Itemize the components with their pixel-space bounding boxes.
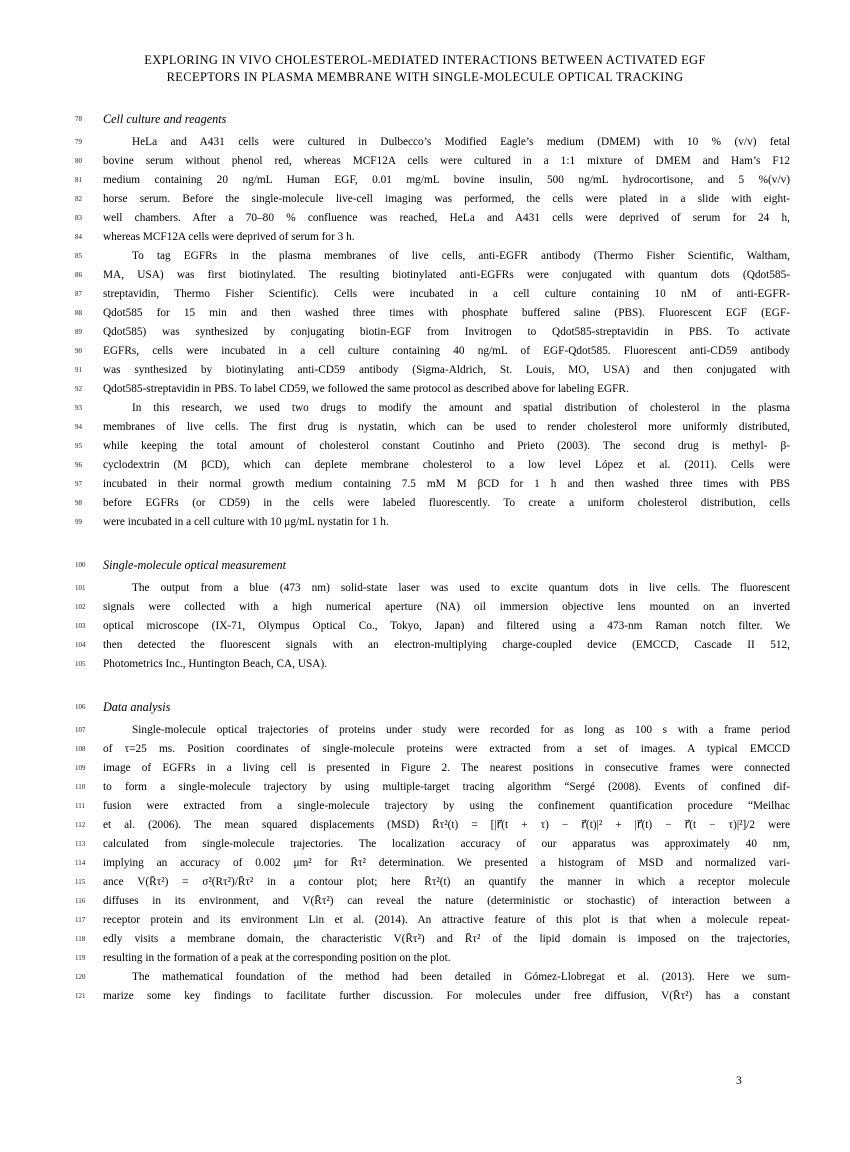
line-number: 101 xyxy=(75,584,86,592)
text-line xyxy=(75,209,790,228)
line-number: 89 xyxy=(75,328,82,336)
text-line xyxy=(75,598,790,617)
text-line xyxy=(75,247,790,266)
line-text: incubated in their normal growth medium containing 7.5 mM M βCD for 1 h and then washed three times with PBS xyxy=(103,478,790,490)
text-line xyxy=(75,285,790,304)
line-text: membranes of live cells. The first drug is nystatin, which can be used to render cholesterol more uniformly distributed, xyxy=(103,421,790,433)
line-number: 115 xyxy=(75,878,86,886)
line-text: before EGFRs (or CD59) in the cells were labeled fluorescently. To create a uniform cholesterol distribution, cells xyxy=(103,497,790,509)
line-text: well chambers. After a 70–80 % confluence was reached, HeLa and A431 cells were deprived of serum for 24 h, xyxy=(103,212,790,224)
line-number: 105 xyxy=(75,660,86,668)
text-line xyxy=(75,513,790,532)
line-number: 109 xyxy=(75,764,86,772)
line-number: 116 xyxy=(75,897,86,905)
line-number: 113 xyxy=(75,840,86,848)
section-heading xyxy=(75,556,790,575)
line-text: were incubated in a cell culture with 10 μg/mL nystatin for 1 h. xyxy=(103,516,389,528)
line-text: The output from a blue (473 nm) solid-state laser was used to excite quantum dots in live cells. The fluorescent xyxy=(132,582,790,594)
line-number: 93 xyxy=(75,404,82,412)
line-text: Data analysis xyxy=(103,700,171,714)
text-line xyxy=(75,323,790,342)
section-heading xyxy=(75,698,790,717)
line-text: Single-molecule optical measurement xyxy=(103,558,286,572)
text-line xyxy=(75,380,790,399)
line-text: diffuses in its environment, and V(R̄τ²) can reveal the nature (deterministic or stochastic) of interaction between a xyxy=(103,895,790,907)
text-line xyxy=(75,797,790,816)
line-number: 95 xyxy=(75,442,82,450)
line-number: 80 xyxy=(75,157,82,165)
line-text: medium containing 20 ng/mL Human EGF, 0.01 mg/mL bovine insulin, 500 ng/mL hydrocortisone, and 5 %(v/v) xyxy=(103,174,790,186)
text-line xyxy=(75,873,790,892)
line-text: signals were collected with a high numerical aperture (NA) oil immersion objective lens mounted on an inverted xyxy=(103,601,790,613)
line-text: bovine serum without phenol red, whereas MCF12A cells were cultured in a 1:1 mixture of DMEM and Ham’s F12 xyxy=(103,155,790,167)
text-line xyxy=(75,494,790,513)
line-number: 118 xyxy=(75,935,86,943)
line-number: 114 xyxy=(75,859,86,867)
line-number: 108 xyxy=(75,745,86,753)
line-number: 117 xyxy=(75,916,86,924)
text-line xyxy=(75,190,790,209)
text-line xyxy=(75,987,790,1006)
line-text: HeLa and A431 cells were cultured in Dulbecco’s Modified Eagle’s medium (DMEM) with 10 % (v/v) fetal xyxy=(132,136,790,148)
text-line xyxy=(75,133,790,152)
document-page xyxy=(0,52,850,1152)
text-line xyxy=(75,968,790,987)
line-text: Qdot585 for 15 min and then washed three times with phosphate buffered saline (PBS). Fluorescent EGF (EGF- xyxy=(103,307,790,319)
line-number: 120 xyxy=(75,973,86,981)
text-line xyxy=(75,266,790,285)
page-number: 3 xyxy=(736,1075,742,1087)
line-text: Qdot585-streptavidin in PBS. To label CD59, we followed the same protocol as described above for labeling EGFR. xyxy=(103,383,629,395)
line-number: 102 xyxy=(75,603,86,611)
line-text: calculated from single-molecule trajectories. The localization accuracy of our apparatus was approximately 40 nm, xyxy=(103,838,790,850)
line-text: ance V(R̄τ²) = σ²(Rτ²)/R̄τ² in a contour plot; here R̄τ²(t) an quantify the manner in which a receptor molecule xyxy=(103,876,790,888)
line-number: 103 xyxy=(75,622,86,630)
line-text: Qdot585) was synthesized by conjugating biotin-EGF from Invitrogen to Qdot585-streptavidin in PBS. To activate xyxy=(103,326,790,338)
line-text: cyclodextrin (M βCD), which can deplete membrane cholesterol to a low level López et al. (2011). Cells were xyxy=(103,459,790,471)
line-number: 110 xyxy=(75,783,86,791)
line-text: of τ=25 ms. Position coordinates of single-molecule proteins were extracted from a set of images. A typical EMCCD xyxy=(103,743,790,755)
section-heading xyxy=(75,110,790,129)
line-text: marize some key findings to facilitate further discussion. For molecules under free diffusion, V(R̄τ²) has a constant xyxy=(103,990,790,1002)
line-number: 107 xyxy=(75,726,86,734)
text-line xyxy=(75,475,790,494)
line-text: whereas MCF12A cells were deprived of serum for 3 h. xyxy=(103,231,355,243)
line-number: 111 xyxy=(75,802,85,810)
line-text: streptavidin, Thermo Fisher Scientific). Cells were incubated in a cell culture containing 10 nM of anti-EGFR- xyxy=(103,288,790,300)
text-line xyxy=(75,949,790,968)
line-number: 87 xyxy=(75,290,82,298)
text-line xyxy=(75,835,790,854)
line-number: 86 xyxy=(75,271,82,279)
line-number: 92 xyxy=(75,385,82,393)
line-text: resulting in the formation of a peak at the corresponding position on the plot. xyxy=(103,952,451,964)
line-text: The mathematical foundation of the method had been detailed in Gómez-Llobregat et al. (2013). Here we sum- xyxy=(132,971,790,983)
text-line xyxy=(75,617,790,636)
text-line xyxy=(75,361,790,380)
line-text: to form a single-molecule trajectory by using multiple-target tracing algorithm “Sergé (2008). Events of confined dif- xyxy=(103,781,790,793)
paper-title xyxy=(80,52,770,86)
line-text: horse serum. Before the single-molecule live-cell imaging was performed, the cells were plated in a slide with eight- xyxy=(103,193,790,205)
line-text: et al. (2006). The mean squared displacements (MSD) R̄τ²(t) = [|r⃗(t + τ) − r⃗(t)|² + |r⃗(t) − r⃗(t − τ)|²]/2 were xyxy=(103,819,790,831)
line-number: 78 xyxy=(75,115,82,123)
page-body xyxy=(75,110,790,1006)
line-number: 81 xyxy=(75,176,82,184)
line-number: 98 xyxy=(75,499,82,507)
text-line xyxy=(75,778,790,797)
line-number: 99 xyxy=(75,518,82,526)
text-line xyxy=(75,892,790,911)
text-line xyxy=(75,418,790,437)
line-number: 88 xyxy=(75,309,82,317)
paper-title-line-2: RECEPTORS IN PLASMA MEMBRANE WITH SINGLE-MOLECULE OPTICAL TRACKING xyxy=(166,70,684,84)
text-line xyxy=(75,854,790,873)
line-number: 83 xyxy=(75,214,82,222)
line-text: was synthesized by biotinylating anti-CD59 antibody (Sigma-Aldrich, St. Louis, MO, USA) and then conjugated with xyxy=(103,364,790,376)
line-number: 82 xyxy=(75,195,82,203)
line-text: then detected the fluorescent signals with an electron-multiplying charge-coupled device (EMCCD, Cascade II 512, xyxy=(103,639,790,651)
text-line xyxy=(75,740,790,759)
line-text: fusion were extracted from a single-molecule trajectory by using the confinement quantification procedure “Meilhac xyxy=(103,800,790,812)
line-number: 106 xyxy=(75,703,86,711)
line-number: 119 xyxy=(75,954,86,962)
line-text: edly visits a membrane domain, the characteristic V(R̄τ²) and R̄τ² of the lipid domain is imposed on the trajectories, xyxy=(103,933,790,945)
text-line xyxy=(75,152,790,171)
text-line xyxy=(75,228,790,247)
line-number: 96 xyxy=(75,461,82,469)
line-number: 94 xyxy=(75,423,82,431)
text-line xyxy=(75,579,790,598)
line-text: while keeping the total amount of cholesterol constant Coutinho and Prieto (2003). The second drug is methyl- β- xyxy=(103,440,790,452)
text-line xyxy=(75,911,790,930)
text-line xyxy=(75,304,790,323)
line-number: 91 xyxy=(75,366,82,374)
line-number: 79 xyxy=(75,138,82,146)
line-text: EGFRs, cells were incubated in a cell culture containing 40 ng/mL of EGF-Qdot585. Fluorescent anti-CD59 antibody xyxy=(103,345,790,357)
text-line xyxy=(75,171,790,190)
line-text: receptor protein and its environment Lin et al. (2014). An attractive feature of this plot is that when a molecule repeat- xyxy=(103,914,790,926)
line-text: In this research, we used two drugs to modify the amount and spatial distribution of cholesterol in the plasma xyxy=(132,402,790,414)
line-text: optical microscope (IX-71, Olympus Optical Co., Tokyo, Japan) and filtered using a 473-nm Raman notch filter. We xyxy=(103,620,790,632)
paper-title-line-1: EXPLORING IN VIVO CHOLESTEROL-MEDIATED INTERACTIONS BETWEEN ACTIVATED EGF xyxy=(144,53,706,67)
line-text: MA, USA) was first biotinylated. The resulting biotinylated anti-EGFRs were conjugated with quantum dots (Qdot585- xyxy=(103,269,790,281)
line-text: Photometrics Inc., Huntington Beach, CA, USA). xyxy=(103,658,328,670)
line-number: 84 xyxy=(75,233,82,241)
text-line xyxy=(75,655,790,674)
text-line xyxy=(75,456,790,475)
line-text: implying an accuracy of 0.002 μm² for R̄τ² determination. We presented a histogram of MSD and normalized vari- xyxy=(103,857,790,869)
text-line xyxy=(75,437,790,456)
line-text: To tag EGFRs in the plasma membranes of live cells, anti-EGFR antibody (Thermo Fisher Scientific, Waltham, xyxy=(132,250,790,262)
line-text: image of EGFRs in a living cell is presented in Figure 2. The nearest positions in consecutive frames were connected xyxy=(103,762,790,774)
text-line xyxy=(75,930,790,949)
line-number: 104 xyxy=(75,641,86,649)
text-line xyxy=(75,399,790,418)
line-number: 97 xyxy=(75,480,82,488)
line-number: 90 xyxy=(75,347,82,355)
line-number: 112 xyxy=(75,821,86,829)
text-line xyxy=(75,759,790,778)
text-line xyxy=(75,721,790,740)
line-number: 100 xyxy=(75,561,86,569)
line-number: 121 xyxy=(75,992,86,1000)
text-line xyxy=(75,636,790,655)
line-text: Single-molecule optical trajectories of proteins under study were recorded for as long as 100 s with a frame period xyxy=(132,724,790,736)
text-line xyxy=(75,342,790,361)
line-text: Cell culture and reagents xyxy=(103,112,227,126)
line-number: 85 xyxy=(75,252,82,260)
text-line xyxy=(75,816,790,835)
